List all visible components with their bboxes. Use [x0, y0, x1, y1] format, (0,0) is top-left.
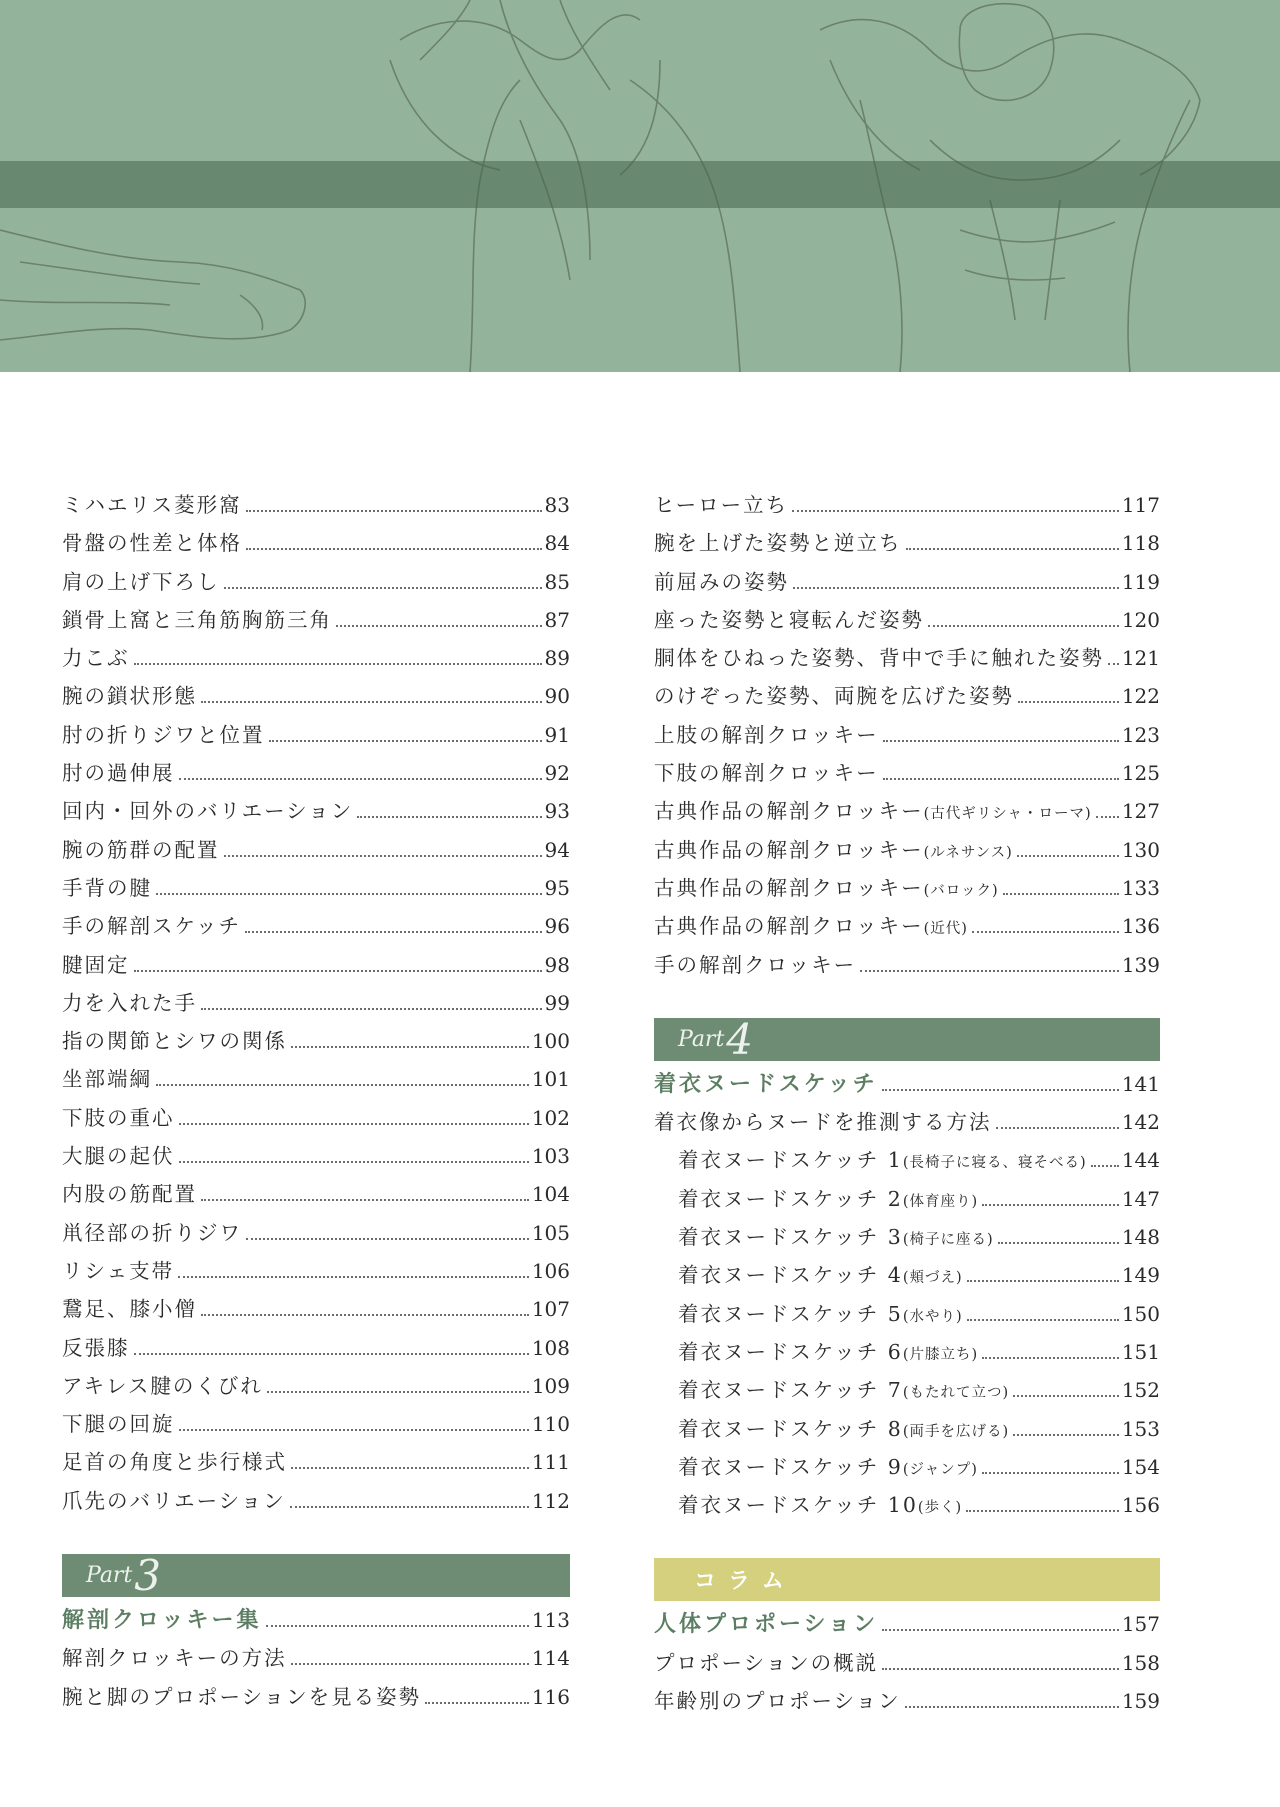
part3-label: Part: [86, 1563, 133, 1589]
toc-left-column: [62, 488, 570, 1718]
dot-leader: [357, 816, 541, 818]
toc-entry[interactable]: [62, 1101, 570, 1139]
dot-leader: [1108, 663, 1119, 665]
dot-leader: [134, 970, 542, 972]
toc-right-column: [654, 488, 1160, 1722]
toc-entry-title: 肘の折りジワと位置: [62, 722, 265, 747]
toc-entry[interactable]: [62, 1331, 570, 1369]
toc-entry[interactable]: [62, 756, 570, 794]
toc-entry[interactable]: [654, 1143, 1160, 1181]
toc-entry-subtitle: (椅子に座る): [902, 1232, 994, 1249]
toc-page-number: 116: [531, 1684, 570, 1709]
dot-leader: [1003, 893, 1119, 895]
toc-entry[interactable]: [654, 794, 1160, 832]
toc-entry-title: 着衣ヌードスケッチ 9: [678, 1454, 903, 1479]
dot-leader: [906, 548, 1119, 550]
dot-leader: [967, 1319, 1119, 1321]
dot-leader: [793, 587, 1119, 589]
toc-entry-title: 腕を上げた姿勢と逆立ち: [654, 531, 902, 556]
toc-entry[interactable]: [654, 1373, 1160, 1411]
toc-entry-subtitle: (もたれて立つ): [902, 1385, 1010, 1402]
toc-entry[interactable]: [62, 1254, 570, 1292]
toc-entry-subtitle: (バロック): [923, 882, 999, 899]
toc-page-number: 118: [1121, 531, 1160, 556]
dot-leader: [1013, 1395, 1119, 1397]
dot-leader: [982, 1357, 1119, 1359]
dot-leader: [792, 510, 1119, 512]
toc-page-number: 99: [544, 990, 570, 1015]
toc-entry[interactable]: [654, 909, 1160, 947]
toc-entry[interactable]: [654, 948, 1160, 986]
dot-leader: [883, 778, 1119, 780]
toc-page-number: 96: [544, 914, 570, 939]
toc-page-number: 90: [544, 684, 570, 709]
dot-leader: [905, 1706, 1119, 1708]
part3-header: [62, 1551, 570, 1601]
toc-entry-title: プロポーションの概説: [654, 1650, 879, 1675]
toc-entry-title: 大腿の起伏: [62, 1144, 175, 1169]
column-list: [654, 1607, 1160, 1722]
toc-entry[interactable]: [62, 1216, 570, 1254]
toc-entry[interactable]: [654, 1450, 1160, 1488]
toc-page-number: 156: [1121, 1493, 1160, 1518]
dot-leader: [156, 1084, 529, 1086]
dot-leader: [246, 1238, 529, 1240]
toc-entry[interactable]: [654, 526, 1160, 564]
toc-list-left: [62, 488, 570, 1522]
dot-leader: [290, 1506, 529, 1508]
toc-entry[interactable]: [62, 718, 570, 756]
toc-entry-subtitle: (古代ギリシャ・ローマ): [923, 806, 1092, 823]
dot-leader: [179, 778, 542, 780]
dot-leader: [201, 1008, 542, 1010]
toc-page-number: 148: [1121, 1225, 1160, 1250]
toc-entry-title: 着衣像からヌードを推測する方法: [654, 1110, 992, 1135]
toc-page-number: 103: [531, 1144, 570, 1169]
toc-entry-title: ミハエリス菱形窩: [62, 493, 242, 517]
toc-entry[interactable]: [62, 526, 570, 564]
toc-page-number: 117: [1121, 493, 1160, 517]
dot-leader: [1018, 701, 1119, 703]
toc-entry[interactable]: [62, 1062, 570, 1100]
toc-entry-title: 手背の腱: [62, 875, 152, 900]
toc-page-number: 83: [544, 493, 570, 517]
dot-leader: [972, 931, 1119, 933]
toc-entry-title: 着衣ヌードスケッチ 1: [678, 1148, 903, 1173]
toc-page-number: 122: [1121, 684, 1160, 709]
dot-leader: [245, 931, 542, 933]
dot-leader: [246, 510, 542, 512]
toc-entry-subtitle: (水やり): [902, 1308, 963, 1325]
dot-leader: [1013, 1434, 1119, 1436]
toc-entry-title: 回内・回外のバリエーション: [62, 799, 354, 824]
toc-page-number: 109: [531, 1373, 570, 1398]
column-header: コラム: [654, 1558, 1160, 1601]
dot-leader: [134, 663, 542, 665]
toc-page-number: 107: [531, 1297, 570, 1322]
toc-page-number: 112: [531, 1488, 570, 1513]
toc-entry[interactable]: [654, 756, 1160, 794]
dot-leader: [1017, 855, 1119, 857]
toc-entry-title: ヒーロー立ち: [654, 493, 789, 517]
toc-page-number: 106: [531, 1258, 570, 1283]
toc-entry-title: 力を入れた手: [62, 990, 197, 1015]
toc-entry[interactable]: [654, 641, 1160, 679]
toc-entry-title: 下腿の回旋: [62, 1412, 175, 1437]
dot-leader: [267, 1391, 529, 1393]
toc-section-lead[interactable]: [654, 1067, 1160, 1105]
dot-leader: [269, 740, 542, 742]
toc-entry-title: 腱固定: [62, 952, 130, 977]
toc-entry[interactable]: [654, 1258, 1160, 1296]
toc-entry-subtitle: (両手を広げる): [902, 1423, 1010, 1440]
toc-entry[interactable]: [654, 1182, 1160, 1220]
toc-entry[interactable]: [62, 679, 570, 717]
toc-page-number: 152: [1121, 1378, 1160, 1403]
dot-leader: [156, 893, 542, 895]
toc-page-number: 92: [544, 761, 570, 786]
toc-page-number: 108: [531, 1335, 570, 1360]
dot-leader: [291, 1467, 529, 1469]
toc-entry[interactable]: [654, 1684, 1160, 1722]
header-illustration: [0, 0, 1280, 372]
toc-page-number: 95: [544, 875, 570, 900]
toc-entry-subtitle: (近代): [923, 921, 968, 938]
toc-entry-title: 指の関節とシワの関係: [62, 1029, 287, 1054]
toc-entry-title: 着衣ヌードスケッチ: [654, 1070, 878, 1097]
toc-page-number: 105: [531, 1220, 570, 1245]
toc-entry-title: 着衣ヌードスケッチ 2: [678, 1186, 903, 1211]
dot-leader: [336, 625, 542, 627]
toc-entry-title: 前屈みの姿勢: [654, 569, 789, 594]
toc-entry[interactable]: [654, 871, 1160, 909]
toc-entry-title: 腕の筋群の配置: [62, 837, 220, 862]
toc-entry-title: 古典作品の解剖クロッキー: [654, 875, 924, 900]
dot-leader: [996, 1127, 1119, 1129]
toc-entry-title: 着衣ヌードスケッチ 8: [678, 1416, 903, 1441]
toc-page-number: 144: [1121, 1148, 1160, 1173]
dot-leader: [425, 1702, 529, 1704]
dot-leader: [134, 1353, 529, 1355]
toc-entry-title: 骨盤の性差と体格: [62, 531, 242, 556]
toc-page-number: 89: [544, 646, 570, 671]
part4-label: Part: [678, 1026, 725, 1052]
dot-leader: [882, 1668, 1119, 1670]
toc-entry[interactable]: [654, 565, 1160, 603]
toc-entry[interactable]: [62, 794, 570, 832]
toc-entry[interactable]: [62, 1177, 570, 1215]
toc-entry-title: 着衣ヌードスケッチ 4: [678, 1263, 903, 1288]
header-band: [0, 161, 1280, 208]
toc-entry-title: 鎖骨上窩と三角筋胸筋三角: [62, 607, 332, 632]
dot-leader: [179, 1123, 529, 1125]
toc-entry[interactable]: [62, 1139, 570, 1177]
toc-entry-subtitle: (長椅子に寝る、寝そべる): [902, 1155, 1087, 1172]
toc-entry[interactable]: [62, 1445, 570, 1483]
toc-entry-title: リシェ支帯: [62, 1258, 175, 1283]
dot-leader: [882, 1629, 1119, 1631]
toc-entry-subtitle: (ルネサンス): [923, 844, 1013, 861]
toc-entry-title: 古典作品の解剖クロッキー: [654, 837, 924, 862]
toc-page-number: 133: [1121, 875, 1160, 900]
toc-entry[interactable]: [654, 1646, 1160, 1684]
toc-entry-title: 古典作品の解剖クロッキー: [654, 914, 924, 939]
toc-page-number: 159: [1121, 1689, 1160, 1714]
toc-page-number: 141: [1121, 1071, 1160, 1096]
toc-entry-title: 胴体をひねった姿勢、背中で手に触れた姿勢: [654, 646, 1104, 671]
toc-entry-title: 手の解剖スケッチ: [62, 914, 241, 939]
dot-leader: [201, 701, 542, 703]
toc-entry[interactable]: [654, 1335, 1160, 1373]
toc-entry[interactable]: [62, 641, 570, 679]
toc-entry-subtitle: (歩く): [917, 1500, 963, 1517]
dot-leader: [201, 1199, 529, 1201]
dot-leader: [882, 1089, 1119, 1091]
toc-entry-title: 着衣ヌードスケッチ 10: [678, 1493, 918, 1518]
toc-entry-title: のけぞった姿勢、両腕を広げた姿勢: [654, 684, 1014, 709]
toc-page-number: 139: [1121, 952, 1160, 977]
part4-number: 4: [726, 1014, 754, 1064]
dot-leader: [982, 1204, 1119, 1206]
toc-entry[interactable]: [654, 679, 1160, 717]
toc-entry[interactable]: [62, 1369, 570, 1407]
toc-page-number: 114: [531, 1646, 570, 1671]
toc-entry[interactable]: [62, 833, 570, 871]
part3-list: [62, 1603, 570, 1718]
toc-page-number: 104: [531, 1182, 570, 1207]
dot-leader: [224, 855, 542, 857]
toc-page-number: 91: [544, 722, 570, 747]
toc-entry-title: 着衣ヌードスケッチ 7: [678, 1378, 903, 1403]
toc-list-right: [654, 488, 1160, 986]
toc-page-number: 157: [1121, 1612, 1160, 1637]
dot-leader: [967, 1280, 1119, 1282]
toc-page-number: 94: [544, 837, 570, 862]
toc-entry-title: 鼡径部の折りジワ: [62, 1220, 242, 1245]
dot-leader: [179, 1429, 529, 1431]
toc-entry[interactable]: [654, 603, 1160, 641]
toc-entry-title: 反張膝: [62, 1335, 130, 1360]
toc-entry-title: 力こぶ: [62, 646, 130, 671]
toc-entry[interactable]: [62, 603, 570, 641]
toc-page-number: 100: [531, 1029, 570, 1054]
toc-entry[interactable]: [654, 1220, 1160, 1258]
toc-entry-title: 肩の上げ下ろし: [62, 569, 220, 594]
dot-leader: [998, 1242, 1119, 1244]
toc-entry[interactable]: [62, 986, 570, 1024]
toc-entry-title: 着衣ヌードスケッチ 6: [678, 1339, 903, 1364]
toc-entry[interactable]: [654, 718, 1160, 756]
toc-page-number: 101: [531, 1067, 570, 1092]
toc-page-number: 142: [1121, 1110, 1160, 1135]
dot-leader: [178, 1276, 529, 1278]
toc-page-number: 130: [1121, 837, 1160, 862]
toc-page-number: 121: [1121, 646, 1160, 671]
toc-entry[interactable]: [654, 1488, 1160, 1526]
dot-leader: [982, 1472, 1119, 1474]
toc-page-number: 125: [1121, 761, 1160, 786]
toc-entry[interactable]: [62, 871, 570, 909]
toc-entry-title: 坐部端綱: [62, 1067, 152, 1092]
toc-page-number: 87: [544, 607, 570, 632]
toc-entry[interactable]: [654, 1412, 1160, 1450]
toc-entry-title: 足首の角度と歩行様式: [62, 1450, 287, 1475]
toc-page-number: 113: [531, 1608, 570, 1633]
toc-entry[interactable]: [62, 948, 570, 986]
toc-entry[interactable]: [62, 1680, 570, 1718]
toc-entry-title: 内股の筋配置: [62, 1182, 197, 1207]
toc-section-lead[interactable]: [62, 1603, 570, 1641]
toc-page-number: 158: [1121, 1650, 1160, 1675]
toc-entry[interactable]: [62, 909, 570, 947]
toc-entry-title: 着衣ヌードスケッチ 5: [678, 1301, 903, 1326]
toc-entry-title: 爪先のバリエーション: [62, 1488, 286, 1513]
toc-entry[interactable]: [62, 565, 570, 603]
toc-entry-title: 年齢別のプロポーション: [654, 1689, 901, 1714]
toc-entry-title: 腕の鎖状形態: [62, 684, 197, 709]
toc-entry-title: 座った姿勢と寝転んだ姿勢: [654, 607, 924, 632]
toc-page-number: 98: [544, 952, 570, 977]
part3-number: 3: [134, 1551, 162, 1601]
dot-leader: [246, 548, 542, 550]
toc-page-number: 150: [1121, 1301, 1160, 1326]
toc-entry-title: 人体プロポーション: [654, 1611, 879, 1638]
toc-entry-title: 解剖クロッキーの方法: [62, 1646, 287, 1671]
toc-entry[interactable]: [62, 1024, 570, 1062]
toc-entry[interactable]: [654, 1297, 1160, 1335]
toc-page-number: 149: [1121, 1263, 1160, 1288]
dot-leader: [179, 1161, 529, 1163]
toc-entry-subtitle: (頬づえ): [902, 1270, 963, 1287]
toc-entry[interactable]: [62, 1407, 570, 1445]
toc-page-number: 84: [544, 531, 570, 556]
dot-leader: [201, 1314, 529, 1316]
toc-entry-subtitle: (片膝立ち): [902, 1346, 979, 1363]
toc-entry-subtitle: (ジャンプ): [902, 1461, 978, 1478]
dot-leader: [224, 587, 542, 589]
toc-entry[interactable]: [62, 1641, 570, 1679]
toc-entry-title: 着衣ヌードスケッチ 3: [678, 1225, 903, 1250]
part4-header: [654, 1014, 1160, 1064]
toc-page-number: 123: [1121, 722, 1160, 747]
toc-page-number: 153: [1121, 1416, 1160, 1441]
toc-entry-title: 鵞足、膝小僧: [62, 1297, 197, 1322]
toc-page-number: 136: [1121, 914, 1160, 939]
toc-entry-title: アキレス腱のくびれ: [62, 1373, 263, 1398]
toc-page-number: 111: [531, 1450, 570, 1475]
dot-leader: [291, 1663, 529, 1665]
toc-page-number: 93: [544, 799, 570, 824]
dot-leader: [883, 740, 1119, 742]
toc-entry-title: 下肢の解剖クロッキー: [654, 761, 879, 786]
toc-entry-title: 解剖クロッキー集: [62, 1607, 262, 1634]
toc-page-number: 154: [1121, 1454, 1160, 1479]
dot-leader: [291, 1046, 529, 1048]
toc-page-number: 151: [1121, 1339, 1160, 1364]
dot-leader: [860, 970, 1119, 972]
toc-entry-title: 手の解剖クロッキー: [654, 952, 857, 977]
part4-list: [654, 1067, 1160, 1527]
toc-entry[interactable]: [62, 1484, 570, 1522]
dot-leader: [928, 625, 1119, 627]
toc-entry[interactable]: [654, 488, 1160, 526]
toc-page-number: 85: [544, 569, 570, 594]
toc-entry[interactable]: [654, 1105, 1160, 1143]
toc-page-number: 102: [531, 1105, 570, 1130]
dot-leader: [1096, 816, 1119, 818]
dot-leader: [1091, 1165, 1119, 1167]
toc-entry-subtitle: (体育座り): [902, 1193, 979, 1210]
toc-entry-title: 古典作品の解剖クロッキー: [654, 799, 924, 824]
toc-entry-title: 上肢の解剖クロッキー: [654, 722, 879, 747]
toc-page-number: 147: [1121, 1186, 1160, 1211]
dot-leader: [266, 1625, 529, 1627]
toc-page-number: 127: [1121, 799, 1160, 824]
toc-entry-title: 下肢の重心: [62, 1105, 175, 1130]
toc-page-number: 119: [1121, 569, 1160, 594]
toc-section-lead[interactable]: [654, 1607, 1160, 1645]
toc-page-number: 110: [531, 1412, 570, 1437]
dot-leader: [966, 1510, 1119, 1512]
toc-entry-title: 肘の過伸展: [62, 761, 175, 786]
toc-entry-title: 腕と脚のプロポーションを見る姿勢: [62, 1684, 422, 1709]
toc-entry[interactable]: [62, 1292, 570, 1330]
toc-entry[interactable]: [62, 488, 570, 526]
toc-entry[interactable]: [654, 833, 1160, 871]
toc-page-number: 120: [1121, 607, 1160, 632]
